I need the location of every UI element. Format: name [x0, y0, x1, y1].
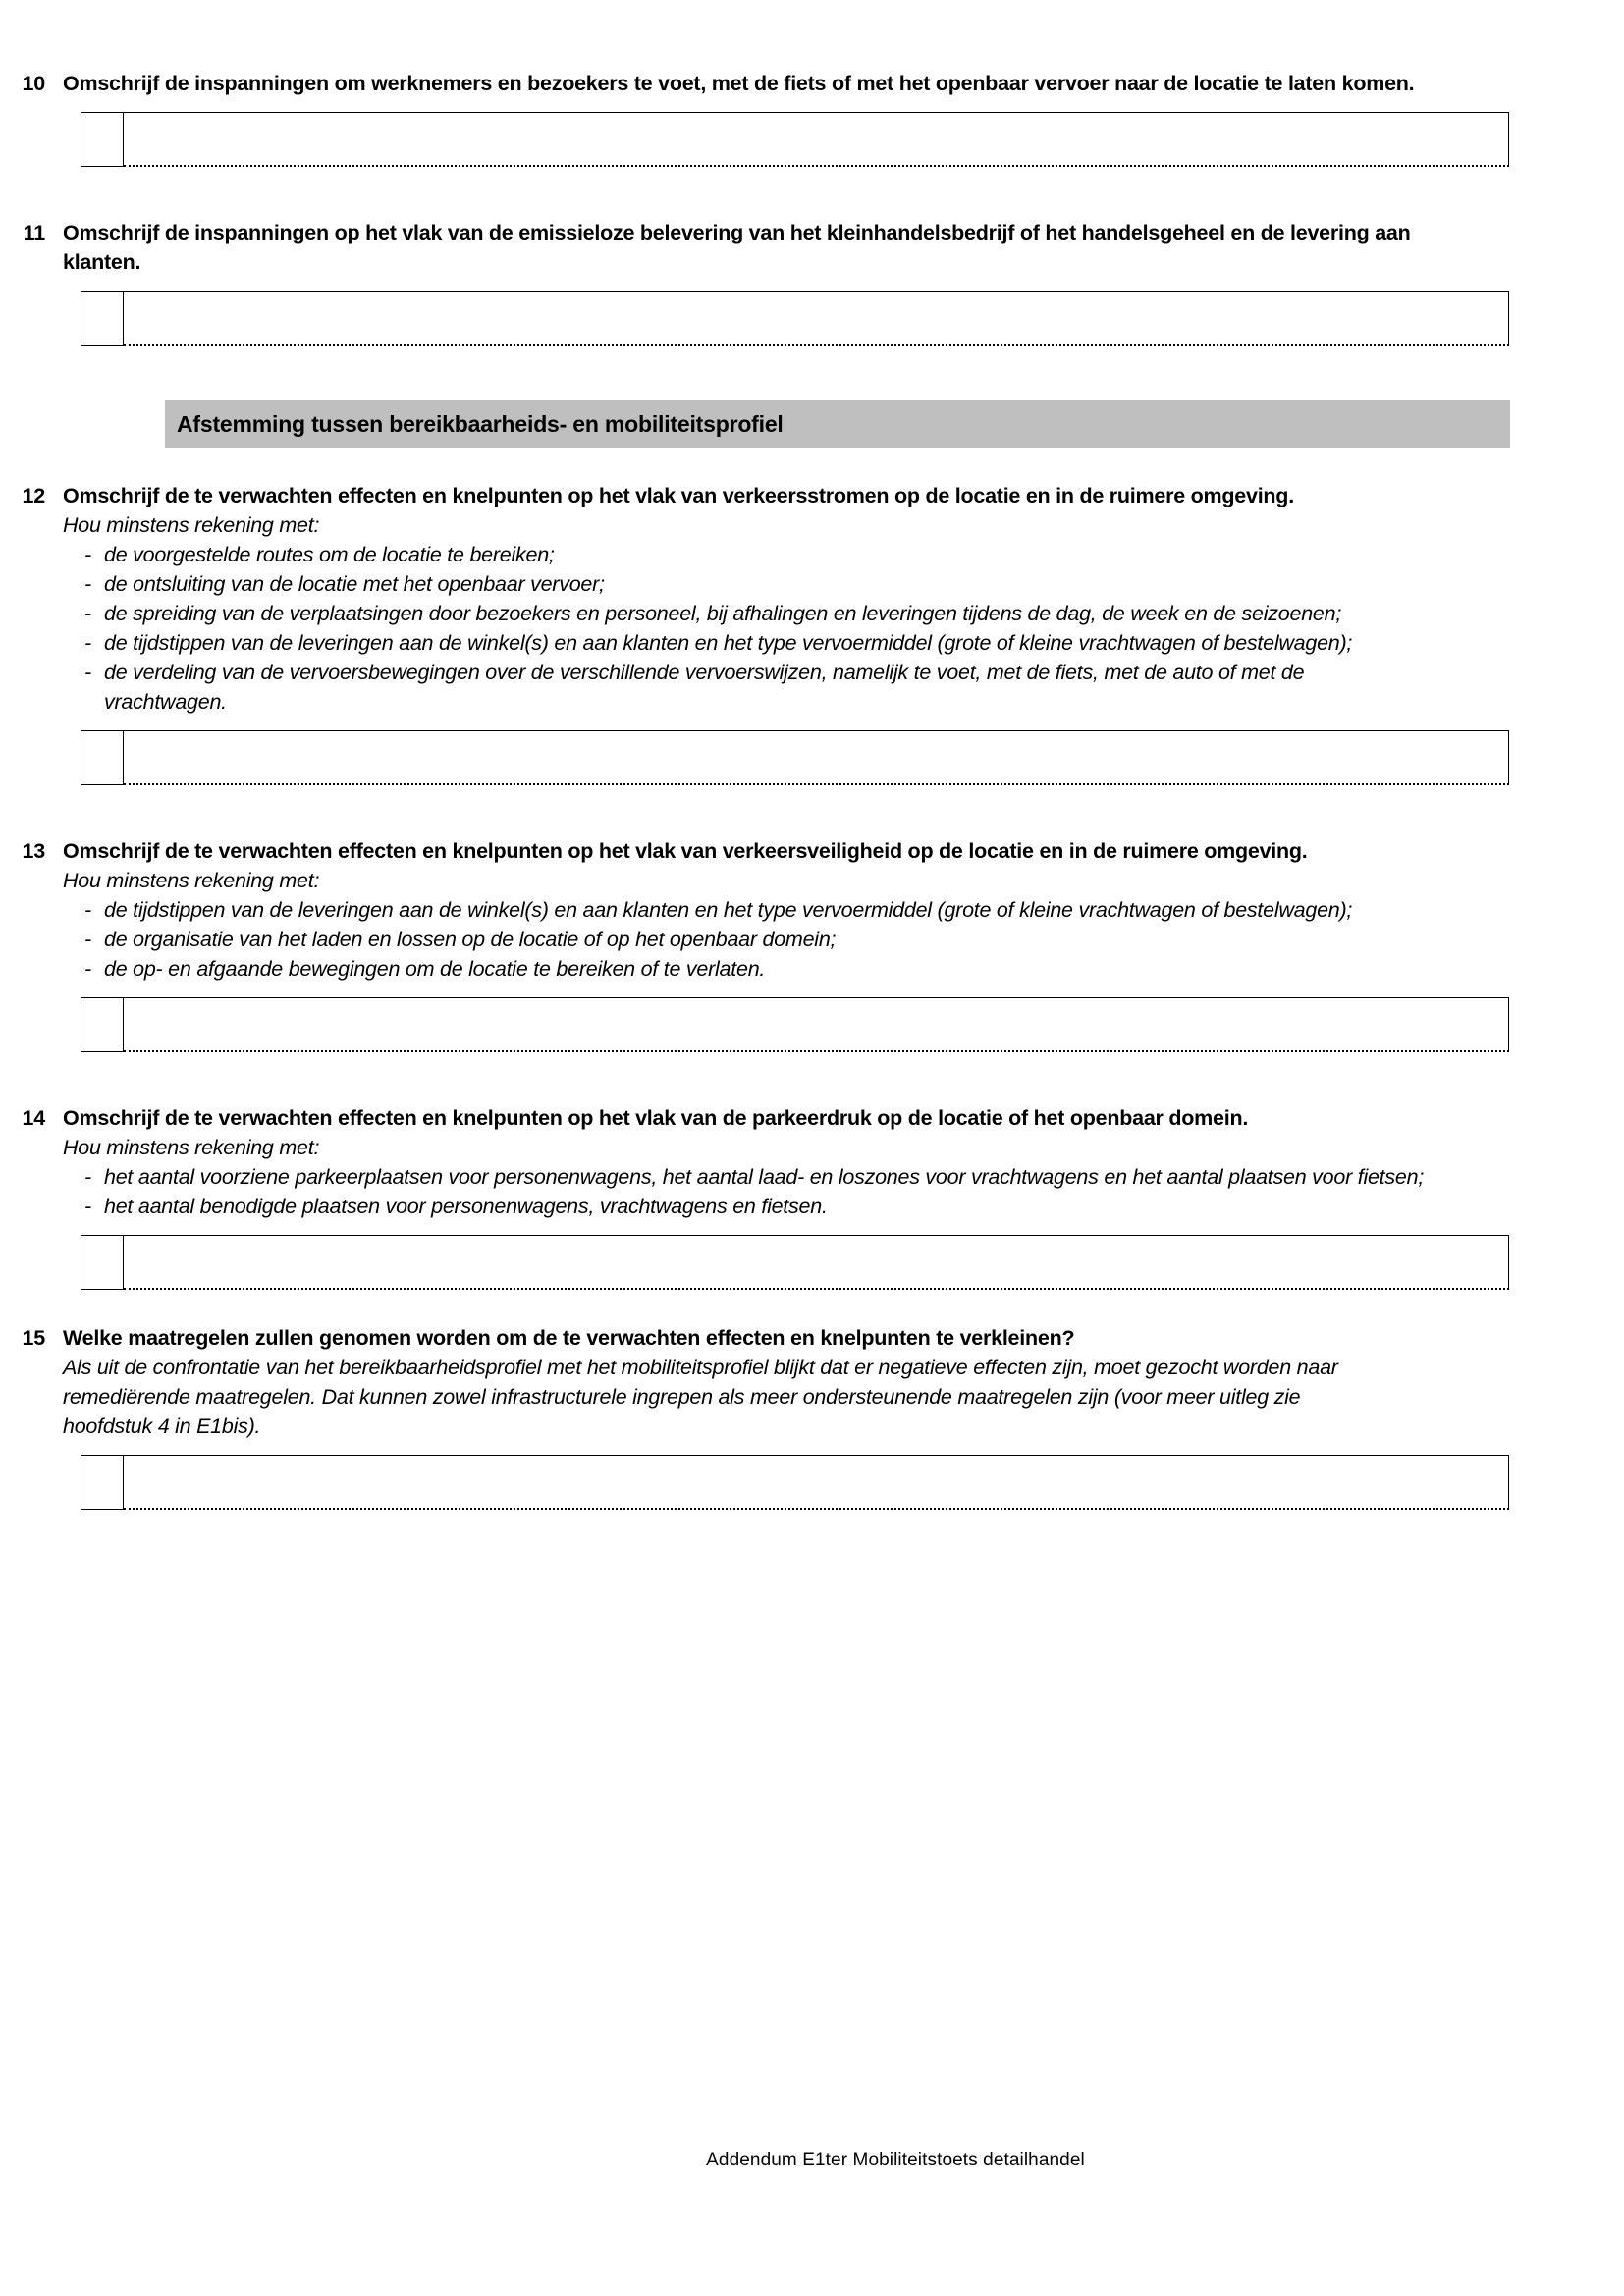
question-title: Omschrijf de te verwachten effecten en knelpunten op het vlak van verkeersveiligheid op de locatie en in de ruimere omgeving. [63, 839, 1308, 863]
question-block-10 [0, 69, 1624, 167]
question-number: 13 [22, 839, 45, 863]
bullet-item: - de tijdstippen van de leveringen aan de winkel(s) en aan klanten en het type vervoermiddel (grote of kleine vrachtwagen of bestelwagen); [84, 895, 1430, 925]
question-intro: Als uit de confrontatie van het bereikbaarheidsprofiel met het mobiliteitsprofiel blijkt dat er negatieve effecten zijn, moet gezocht worden naar remediërende maatregelen. Dat kunnen zowel infrastructurele ingrepen als meer ondersteunende maatregelen zijn (voor meer uitleg zie hoofdstuk 4 in E1bis). [63, 1356, 1338, 1438]
answer-box-14[interactable] [81, 1235, 1509, 1290]
question-row [0, 481, 1624, 717]
question-bullet-list [63, 540, 1624, 717]
answer-box-input-cell[interactable] [124, 291, 1509, 346]
question-row [0, 1103, 1624, 1221]
question-title: Welke maatregelen zullen genomen worden om de te verwachten effecten en knelpunten te verkleinen? [63, 1326, 1075, 1350]
page-footer [0, 2150, 1624, 2171]
question-block-13 [0, 836, 1624, 1052]
question-block-15 [0, 1323, 1624, 1510]
section-header-bar [165, 400, 1510, 448]
question-row [0, 836, 1624, 984]
question-body [63, 1323, 1624, 1441]
question-intro: Hou minstens rekening met: [63, 869, 320, 892]
answer-box-input-cell[interactable] [124, 997, 1509, 1052]
question-body [63, 218, 1624, 277]
question-intro: Hou minstens rekening met: [63, 513, 320, 537]
question-number: 11 [23, 221, 45, 244]
question-bullet-list [63, 895, 1624, 984]
section-header-title: Afstemming tussen bereikbaarheids- en mobiliteitsprofiel [177, 410, 784, 437]
question-body [63, 1103, 1624, 1221]
question-title: Omschrijf de inspanningen om werknemers en bezoekers te voet, met de fiets of met het openbaar vervoer naar de locatie te laten komen. [63, 72, 1415, 95]
answer-box-input-cell[interactable] [124, 1455, 1509, 1510]
answer-box-13[interactable] [81, 997, 1509, 1052]
answer-box-11[interactable] [81, 291, 1509, 346]
bullet-item: - de voorgestelde routes om de locatie te bereiken; [84, 540, 1430, 569]
answer-box-marker-cell [81, 997, 124, 1052]
question-intro: Hou minstens rekening met: [63, 1136, 320, 1159]
answer-box-15[interactable] [81, 1455, 1509, 1510]
question-row [0, 69, 1624, 98]
question-body [63, 69, 1624, 98]
question-number: 14 [22, 1106, 45, 1130]
question-row [0, 1323, 1624, 1441]
answer-box-input-cell[interactable] [124, 730, 1509, 785]
answer-box-input-cell[interactable] [124, 112, 1509, 167]
question-block-11 [0, 218, 1624, 346]
question-row [0, 218, 1624, 277]
answer-box-input-cell[interactable] [124, 1235, 1509, 1290]
bullet-item: - de verdeling van de vervoersbewegingen over de verschillende vervoerswijzen, namelijk te voet, met de fiets, met de auto of met de vrachtwagen. [84, 658, 1430, 717]
bullet-item: - de ontsluiting van de locatie met het openbaar vervoer; [84, 569, 1430, 599]
bullet-item: - de op- en afgaande bewegingen om de locatie te bereiken of te verlaten. [84, 954, 1430, 984]
question-bullet-list [63, 1162, 1624, 1221]
answer-box-10[interactable] [81, 112, 1509, 167]
question-title: Omschrijf de te verwachten effecten en knelpunten op het vlak van verkeersstromen op de locatie en in de ruimere omgeving. [63, 484, 1294, 507]
answer-box-marker-cell [81, 1235, 124, 1290]
question-body [63, 481, 1624, 717]
question-block-14 [0, 1103, 1624, 1290]
question-block-12 [0, 481, 1624, 785]
question-title: Omschrijf de inspanningen op het vlak van de emissieloze belevering van het kleinhandelsbedrijf of het handelsgeheel en de levering aan klanten. [63, 221, 1411, 274]
bullet-item: - de tijdstippen van de leveringen aan de winkel(s) en aan klanten en het type vervoermiddel (grote of kleine vrachtwagen of bestelwagen); [84, 628, 1430, 658]
bullet-item: - het aantal benodigde plaatsen voor personenwagens, vrachtwagens en fietsen. [84, 1192, 1430, 1221]
question-number: 15 [22, 1326, 45, 1350]
footer-text: Addendum E1ter Mobiliteitstoets detailhandel [706, 2150, 1085, 2170]
bullet-item: - de organisatie van het laden en lossen op de locatie of op het openbaar domein; [84, 925, 1430, 954]
question-body [63, 836, 1624, 984]
question-title: Omschrijf de te verwachten effecten en knelpunten op het vlak van de parkeerdruk op de locatie of het openbaar domein. [63, 1106, 1249, 1130]
question-number: 12 [22, 484, 45, 507]
bullet-item: - het aantal voorziene parkeerplaatsen voor personenwagens, het aantal laad- en loszones voor vrachtwagens en het aantal plaatsen voor fietsen; [84, 1162, 1430, 1192]
bullet-item: - de spreiding van de verplaatsingen door bezoekers en personeel, bij afhalingen en leveringen tijdens de dag, de week en de seizoenen; [84, 599, 1430, 628]
answer-box-marker-cell [81, 730, 124, 785]
answer-box-marker-cell [81, 112, 124, 167]
answer-box-marker-cell [81, 1455, 124, 1510]
question-number: 10 [22, 72, 45, 95]
answer-box-marker-cell [81, 291, 124, 346]
answer-box-12[interactable] [81, 730, 1509, 785]
